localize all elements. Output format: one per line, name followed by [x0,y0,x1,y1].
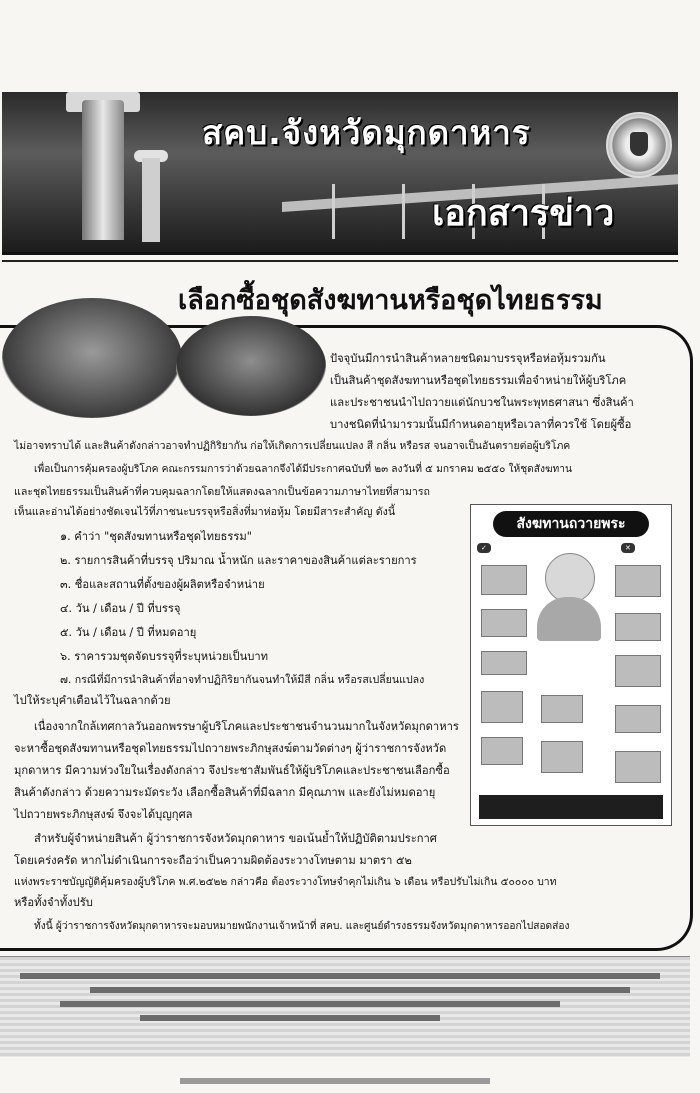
label-item: ๑. คำว่า "ชุดสังฆทานหรือชุดไทยธรรม" [60,530,252,543]
label-item: ๓. ชื่อและสถานที่ตั้งของผู้ผลิตหรือจำหน่าย [60,578,265,591]
article-line: จะหาซื้อชุดสังฆทานหรือชุดไทยธรรมไปถวายพระภิกษุสงฆ์ตามวัดต่างๆ ผู้ว่าราชการจังหวัด [14,742,447,755]
product-icon [481,651,527,675]
label-item: ๒. รายการสินค้าที่บรรจุ ปริมาณ น้ำหนัก และราคาของสินค้าแต่ละรายการ [60,554,417,567]
footer-line [60,1001,560,1007]
banner-title: สคบ.จังหวัดมุกดาหาร [202,113,531,152]
monk-robe-icon [537,597,601,641]
article-line: ไปถวายพระภิกษุสงฆ์ จึงจะได้บุญกุศล [14,808,193,821]
product-icon [481,737,523,765]
product-icon [615,565,661,597]
product-icon [481,565,527,595]
article-line: หรือทั้งจำทั้งปรับ [14,896,93,909]
sangkhathan-poster [470,504,672,826]
product-icon [541,695,583,723]
header-banner [2,92,678,255]
poster-tag-icon: ✕ [621,543,635,553]
product-icon [615,705,661,733]
article-line: ปัจจุบันมีการนำสินค้าหลายชนิดมาบรรจุหรือห่อหุ้มรวมกัน [330,352,606,365]
article-line: ไม่อาจทราบได้ และสินค้าดังกล่าวอาจทำปฏิกิริยากัน ก่อให้เกิดการเปลี่ยนแปลง สี กลิ่น หรือรส จนอาจเป็นอันตรายต่อผู้บริโภค [14,440,571,452]
poster-heading: สังฆทานถวายพระ [493,511,649,537]
bridge-post [402,184,405,239]
article-line: และชุดไทยธรรมเป็นสินค้าที่ควบคุมฉลากโดยให้แสดงฉลากเป็นข้อความภาษาไทยที่สามารถ [14,486,430,498]
bridge-post [332,184,335,239]
banner-subtitle: เอกสารข่าว [432,193,615,234]
article-line: สำหรับผู้จำหน่ายสินค้า ผู้ว่าราชการจังหวัดมุกดาหาร ขอเน้นย้ำให้ปฏิบัติตามประกาศ [34,832,437,845]
product-icon [481,691,523,723]
label-item: ๗. กรณีที่มีการนำสินค้าที่อาจทำปฏิกิริยากันจนทำให้มีสี กลิ่น หรือรสเปลี่ยนแปลง [60,674,425,686]
garuda-seal-icon [606,112,672,178]
product-icon [615,751,661,783]
lighthouse-tower [82,100,124,240]
poster-footer [479,795,663,819]
monk-icon [545,553,595,603]
header-divider [2,260,678,262]
photo-offerings-icon [176,316,326,416]
tower-pillar [142,158,160,242]
footer-line [140,1015,440,1021]
product-icon [541,741,583,773]
poster-tag-icon: ✓ [477,543,491,553]
label-item: ๔. วัน / เดือน / ปี ที่บรรจุ [60,602,181,615]
label-item: ไปให้ระบุคำเตือนไว้ในฉลากด้วย [14,694,171,707]
article-line: บางชนิดที่นำมารวมนั้นมีกำหนดอายุหรือเวลาที่ควรใช้ โดยผู้ซื้อ [330,418,632,431]
article-line: แห่งพระราชบัญญัติคุ้มครองผู้บริโภค พ.ศ.๒๕๒๒ กล่าวคือ ต้องระวางโทษจำคุกไม่เกิน ๖ เดือน หรือปรับไม่เกิน ๕๐๐๐๐ บาท [14,876,557,888]
label-item: ๖. ราคารวมชุดจัดบรรจุที่ระบุหน่วยเป็นบาท [60,650,268,663]
product-icon [615,613,661,641]
label-item: ๕. วัน / เดือน / ปี ที่หมดอายุ [60,626,197,639]
footer-line [90,987,630,993]
article-line: เห็นและอ่านได้อย่างชัดเจนไว้ที่ภาชนะบรรจุหรือสิ่งที่มาห่อหุ้ม โดยมีสาระสำคัญ ดังนี้ [14,506,396,518]
article-line: ทั้งนี้ ผู้ว่าราชการจังหวัดมุกดาหารจะมอบหมายพนักงานเจ้าหน้าที่ สคบ. และศูนย์ดำรงธรรมจังหวัดมุกดาหารออกไปสอดส่อง [34,921,570,932]
article-line: เป็นสินค้าชุดสังฆทานหรือชุดไทยธรรมเพื่อจำหน่ายให้ผู้บริโภค [330,374,627,387]
footer-line [20,973,660,979]
photo-monks-icon [2,298,182,418]
article-line: โดยเคร่งครัด หากไม่ดำเนินการจะถือว่าเป็นความผิดต้องระวางโทษตาม มาตรา ๕๒ [14,854,412,867]
article-line: เพื่อเป็นการคุ้มครองผู้บริโภค คณะกรรมการว่าด้วยฉลากจึงได้มีประกาศฉบับที่ ๒๓ ลงวันที่ ๕ มกราคม ๒๕๕๐ ให้ชุดสังฆทาน [34,464,572,475]
article-line: มุกดาหาร มีความห่วงใยในเรื่องดังกล่าว จึงประชาสัมพันธ์ให้ผู้บริโภคและประชาชนเลือกซื้อ [14,764,450,777]
article-line: เนื่องจากใกล้เทศกาลวันออกพรรษาผู้บริโภคและประชาชนจำนวนมากในจังหวัดมุกดาหาร [34,720,459,733]
product-icon [481,609,527,637]
article-line: สินค้าดังกล่าว ด้วยความระมัดระวัง เลือกซื้อสินค้าที่มีฉลาก มีคุณภาพ และยังไม่หมดอายุ [14,786,436,799]
product-icon [615,655,661,687]
article-headline: เลือกซื้อชุดสังฆทานหรือชุดไทยธรรม [178,285,603,316]
footer-contact-block [0,956,690,1057]
footer-strip [180,1078,490,1084]
article-line: และประชาชนนำไปถวายแด่นักบวชในพระพุทธศาสนา ซึ่งสินค้า [330,396,634,409]
